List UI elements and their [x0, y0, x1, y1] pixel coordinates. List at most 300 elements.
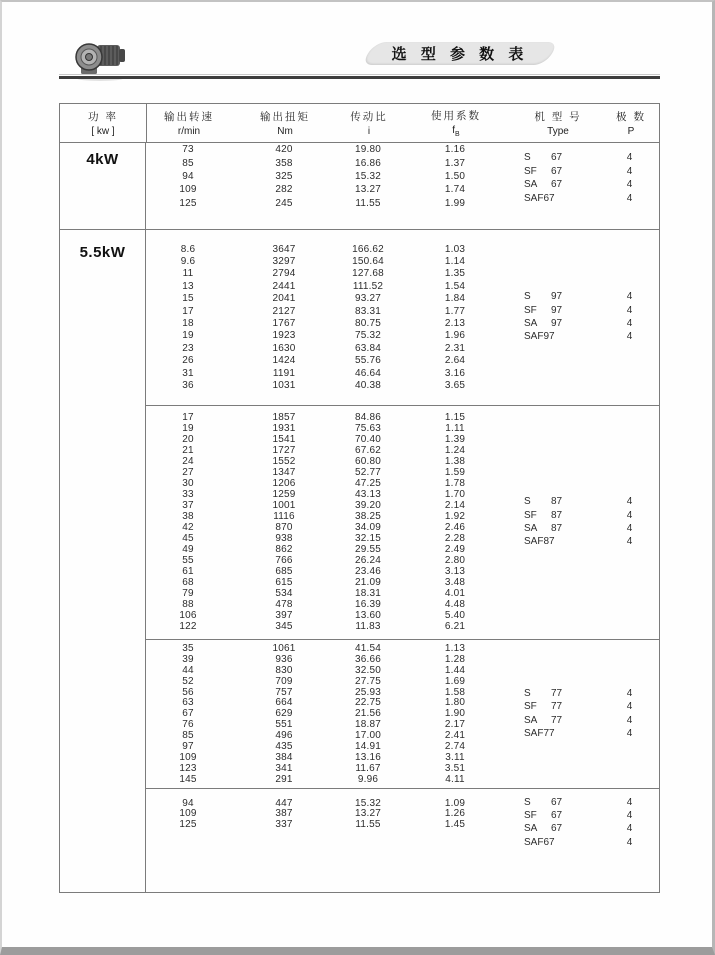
poles-list: [602, 687, 657, 741]
torque-cell: 664: [275, 697, 293, 709]
ratio-cell: 36.66: [354, 653, 382, 665]
header-divider: [59, 76, 660, 79]
type-designation: [524, 809, 562, 822]
type-prefix: SAF87: [524, 536, 555, 548]
table-row: [146, 268, 659, 280]
speed-cell: 15: [182, 293, 194, 305]
factor-cell: 2.74: [444, 740, 466, 752]
table-row: [146, 741, 659, 752]
poles-list: [602, 290, 657, 344]
torque-cell: 1191: [272, 367, 296, 379]
ratio-cell: 14.91: [354, 740, 382, 752]
speed-cell: 31: [182, 367, 194, 379]
table-row: [146, 143, 659, 156]
ratio-cell: 52.77: [354, 467, 382, 479]
type-size: 67: [551, 179, 563, 191]
type-size: 77: [551, 701, 563, 713]
speed-cell: 49: [182, 544, 194, 556]
speed-cell: 33: [182, 489, 194, 501]
poles-value: 4: [626, 179, 633, 191]
type-prefix: SAF67: [524, 192, 555, 204]
type-prefix: SAF67: [524, 836, 555, 848]
type-list: [524, 687, 562, 741]
header-column: [603, 104, 659, 142]
type-designation: [524, 304, 562, 317]
torque-cell: 245: [275, 197, 293, 209]
poles-list: [602, 796, 657, 850]
torque-cell: 478: [275, 599, 293, 611]
torque-cell: 358: [275, 157, 293, 169]
ratio-cell: 13.27: [354, 808, 382, 820]
table-row: [146, 317, 659, 329]
type-designation: [524, 836, 562, 849]
poles-value: 4: [626, 509, 633, 521]
type-list: [524, 152, 562, 206]
table-row: [146, 255, 659, 267]
ratio-cell: 55.76: [354, 355, 382, 367]
header-column-title: 输出转速: [164, 111, 214, 123]
speed-cell: 11: [182, 268, 194, 280]
speed-cell: 52: [182, 675, 194, 687]
ratio-cell: 26.24: [354, 555, 382, 567]
table-row: [146, 774, 659, 785]
speed-cell: 109: [179, 808, 197, 820]
header-data-columns: [147, 104, 659, 142]
torque-cell: 629: [275, 708, 293, 720]
table-row: [146, 676, 659, 687]
ratio-cell: 11.55: [355, 197, 381, 209]
factor-cell: 3.51: [444, 762, 466, 774]
ratio-cell: 11.67: [355, 762, 381, 774]
torque-cell: 397: [275, 610, 293, 622]
poles-value: 4: [626, 687, 633, 699]
ratio-cell: 39.20: [354, 500, 382, 512]
header-power-title: 功 率: [88, 111, 118, 123]
ratio-cell: 13.60: [354, 610, 382, 622]
type-list: [524, 495, 562, 549]
table-row: [146, 305, 659, 317]
table-row: [146, 665, 659, 676]
ratio-cell: 150.64: [352, 255, 384, 267]
torque-cell: 2441: [272, 280, 296, 292]
factor-cell: 1.92: [444, 511, 466, 523]
speed-cell: 125: [179, 818, 197, 830]
torque-cell: 2041: [272, 293, 296, 305]
table-row: [146, 478, 659, 489]
poles-value: 4: [626, 152, 633, 164]
factor-cell: 1.69: [444, 675, 466, 687]
type-size: 67: [551, 809, 563, 821]
poles-value: 4: [626, 304, 633, 316]
factor-cell: 1.96: [444, 330, 466, 342]
table-row: [146, 292, 659, 304]
header-column-title: 使用系数: [431, 110, 481, 122]
factor-cell: 1.26: [444, 808, 466, 820]
type-prefix: SAF97: [524, 331, 555, 343]
table-row: [146, 687, 659, 698]
factor-cell: 2.64: [444, 355, 466, 367]
ratio-cell: 47.25: [354, 478, 382, 490]
ratio-cell: 29.55: [354, 544, 382, 556]
table-row: [146, 798, 659, 809]
type-size: 77: [551, 714, 563, 726]
torque-cell: 1001: [272, 500, 296, 512]
ratio-cell: 32.15: [354, 533, 382, 545]
factor-cell: 2.14: [444, 500, 466, 512]
torque-cell: 2127: [272, 305, 296, 317]
type-prefix: SF: [524, 809, 537, 821]
speed-cell: 67: [182, 708, 194, 720]
table-row: [146, 610, 659, 621]
selection-parameter-table: [59, 103, 660, 893]
factor-cell: 4.11: [445, 773, 465, 785]
table-row: [146, 183, 659, 196]
ratio-cell: 83.31: [354, 305, 382, 317]
torque-cell: 534: [275, 588, 293, 600]
table-row: [146, 467, 659, 478]
table-header-row: [60, 104, 659, 143]
table-row: [146, 621, 659, 632]
torque-cell: 337: [275, 818, 293, 830]
speed-cell: 76: [182, 719, 194, 731]
table-row: [146, 819, 659, 830]
table-row: [146, 643, 659, 654]
speed-cell: 106: [179, 610, 197, 622]
ratio-cell: 11.83: [355, 621, 381, 633]
torque-cell: 1061: [272, 642, 296, 654]
type-designation: [524, 714, 562, 727]
speed-cell: 17: [182, 305, 194, 317]
ratio-cell: 93.27: [354, 293, 382, 305]
type-size: 67: [551, 796, 563, 808]
ratio-cell: 40.38: [354, 379, 382, 391]
ratio-cell: 15.32: [354, 797, 382, 809]
ratio-cell: 127.68: [352, 268, 384, 280]
torque-cell: 1347: [272, 467, 296, 479]
factor-cell: 1.78: [444, 478, 466, 490]
ratio-cell: 16.39: [354, 599, 382, 611]
speed-cell: 79: [182, 588, 194, 600]
type-prefix: S: [524, 796, 531, 808]
type-size: 67: [551, 823, 563, 835]
torque-cell: 282: [275, 184, 293, 196]
speed-cell: 19: [182, 423, 194, 435]
type-list: [524, 290, 562, 344]
torque-cell: 496: [275, 730, 293, 742]
poles-value: 4: [626, 318, 633, 330]
type-prefix: SA: [524, 523, 538, 535]
factor-cell: 1.44: [444, 664, 466, 676]
page-title: 选 型 参 数 表: [391, 46, 529, 63]
table-row: [146, 808, 659, 819]
table-row: [146, 367, 659, 379]
poles-value: 4: [626, 331, 633, 343]
torque-cell: 1931: [272, 423, 296, 435]
table-row: [146, 423, 659, 434]
poles-value: 4: [626, 823, 633, 835]
ratio-cell: 60.80: [354, 456, 382, 468]
type-size: 87: [551, 509, 563, 521]
ratio-cell: 111.52: [352, 280, 384, 292]
factor-cell: 1.39: [444, 434, 466, 446]
table-row: [146, 719, 659, 730]
factor-cell: 1.16: [444, 144, 466, 156]
header-column-title: 机 型 号: [534, 111, 582, 123]
power-section: [60, 143, 659, 230]
torque-cell: 862: [275, 544, 293, 556]
speed-cell: 123: [179, 762, 197, 774]
type-designation: [524, 822, 562, 835]
factor-cell: 1.03: [444, 243, 466, 255]
type-size: 87: [551, 523, 563, 535]
speed-cell: 37: [182, 500, 194, 512]
torque-cell: 420: [275, 144, 293, 156]
ratio-cell: 38.25: [354, 511, 382, 523]
ratio-cell: 34.09: [354, 522, 382, 534]
table-row: [146, 511, 659, 522]
type-size: 67: [551, 152, 563, 164]
speed-cell: 39: [182, 653, 194, 665]
type-prefix: SF: [524, 304, 537, 316]
speed-cell: 109: [179, 751, 197, 763]
ratio-cell: 80.75: [354, 317, 382, 329]
ratio-cell: 17.00: [354, 730, 382, 742]
ratio-cell: 32.50: [354, 664, 382, 676]
speed-cell: 24: [182, 456, 194, 468]
speed-cell: 94: [182, 170, 194, 182]
ratio-cell: 21.56: [354, 708, 382, 720]
type-designation: [524, 509, 562, 522]
speed-cell: 94: [182, 797, 194, 809]
factor-cell: 2.31: [444, 342, 466, 354]
table-row: [146, 156, 659, 169]
factor-cell: 1.35: [444, 268, 466, 280]
ratio-cell: 16.86: [354, 157, 382, 169]
type-size: 97: [551, 304, 563, 316]
ratio-cell: 18.87: [354, 719, 382, 731]
speed-cell: 23: [182, 342, 194, 354]
factor-cell: 2.49: [444, 544, 466, 556]
data-blocks: [146, 143, 659, 229]
ratio-cell: 67.62: [354, 445, 382, 457]
torque-cell: 1857: [272, 412, 296, 424]
factor-cell: 1.59: [444, 467, 466, 479]
table-row: [146, 489, 659, 500]
factor-cell: 3.13: [444, 566, 466, 578]
poles-value: 4: [626, 728, 633, 740]
table-row: [146, 555, 659, 566]
type-prefix: SF: [524, 166, 537, 178]
torque-cell: 1552: [272, 456, 296, 468]
table-row: [146, 456, 659, 467]
ratio-cell: 25.93: [354, 686, 382, 698]
table-row: [146, 599, 659, 610]
torque-cell: 387: [275, 808, 293, 820]
torque-cell: 1031: [272, 379, 296, 391]
factor-cell: 1.90: [444, 708, 466, 720]
header-column-unit: r/min: [177, 126, 201, 137]
type-designation: [524, 495, 562, 508]
table-row: [146, 280, 659, 292]
ratio-cell: 70.40: [354, 434, 382, 446]
torque-cell: 3297: [272, 255, 296, 267]
ratio-cell: 75.32: [354, 330, 382, 342]
table-row: [146, 577, 659, 588]
speed-cell: 36: [182, 379, 194, 391]
torque-cell: 447: [275, 797, 293, 809]
speed-cell: 97: [182, 740, 194, 752]
type-size: 97: [551, 291, 563, 303]
torque-cell: 435: [275, 740, 293, 752]
factor-cell: 1.74: [444, 184, 466, 196]
factor-cell: 2.41: [444, 730, 466, 742]
type-designation: [524, 331, 562, 344]
torque-cell: 766: [275, 555, 293, 567]
table-row: [146, 342, 659, 354]
table-row: [146, 730, 659, 741]
ratio-cell: 22.75: [354, 697, 382, 709]
table-row: [146, 243, 659, 255]
ratio-cell: 46.64: [354, 367, 382, 379]
factor-cell: 1.28: [444, 653, 466, 665]
table-row: [146, 588, 659, 599]
power-label: 5.5kW: [60, 230, 146, 892]
ratio-cell: 13.27: [354, 184, 382, 196]
header-power-unit: [ kw ]: [91, 126, 115, 137]
type-designation: [524, 536, 562, 549]
speed-cell: 122: [179, 621, 197, 633]
type-prefix: S: [524, 152, 531, 164]
torque-cell: 551: [275, 719, 293, 731]
factor-cell: 1.38: [444, 456, 466, 468]
factor-cell: 1.84: [444, 293, 466, 305]
table-row: [146, 354, 659, 366]
factor-cell: 6.21: [444, 621, 466, 633]
factor-cell: 1.13: [444, 642, 466, 654]
type-prefix: S: [524, 496, 531, 508]
torque-cell: 1424: [272, 355, 296, 367]
poles-value: 4: [626, 714, 633, 726]
power-section: [60, 230, 659, 892]
speed-cell: 38: [182, 511, 194, 523]
table-row: [146, 533, 659, 544]
factor-cell: 1.54: [444, 280, 466, 292]
speed-cell: 85: [182, 730, 194, 742]
ratio-cell: 63.84: [354, 342, 382, 354]
speed-cell: 63: [182, 697, 194, 709]
header-column-title: 极 数: [616, 111, 646, 123]
type-prefix: SF: [524, 509, 537, 521]
speed-cell: 18: [182, 317, 194, 329]
table-row: [146, 330, 659, 342]
header-column-title: 输出扭矩: [260, 111, 310, 123]
torque-cell: 1116: [273, 511, 295, 523]
speed-cell: 17: [182, 412, 194, 424]
header-column-unit: i: [367, 126, 371, 137]
ratio-cell: 21.09: [354, 577, 382, 589]
power-label: 4kW: [60, 143, 146, 229]
poles-value: 4: [626, 496, 633, 508]
speed-cell: 19: [182, 330, 194, 342]
type-designation: [524, 290, 562, 303]
ratio-cell: 15.32: [354, 170, 382, 182]
torque-cell: 325: [275, 170, 293, 182]
factor-cell: 1.58: [444, 686, 466, 698]
type-designation: [524, 152, 562, 165]
torque-cell: 936: [275, 653, 293, 665]
factor-cell: 3.11: [445, 751, 465, 763]
header-divider-highlight: [59, 74, 660, 75]
data-block: [146, 143, 659, 214]
torque-cell: 1727: [272, 445, 296, 457]
type-size: 67: [551, 166, 563, 178]
factor-cell: 1.15: [444, 412, 466, 424]
ratio-cell: 84.86: [354, 412, 382, 424]
type-size: 77: [551, 687, 563, 699]
ratio-cell: 13.16: [354, 751, 382, 763]
type-designation: [524, 165, 562, 178]
factor-cell: 2.13: [444, 317, 466, 329]
header-column: [147, 104, 231, 142]
speed-cell: 145: [179, 773, 197, 785]
torque-cell: 830: [275, 664, 293, 676]
table-row: [146, 379, 659, 391]
type-designation: [524, 727, 562, 740]
table-row: [146, 566, 659, 577]
type-prefix: SA: [524, 318, 538, 330]
speed-cell: 42: [182, 522, 194, 534]
torque-cell: 345: [275, 621, 293, 633]
speed-cell: 73: [182, 144, 194, 156]
speed-cell: 88: [182, 599, 194, 611]
data-block: [146, 230, 659, 405]
torque-cell: 1630: [272, 342, 296, 354]
factor-cell: 1.14: [444, 255, 466, 267]
data-block: [146, 788, 659, 893]
header-column-unit: Type: [547, 126, 569, 137]
speed-cell: 20: [182, 434, 194, 446]
factor-cell: 3.48: [444, 577, 466, 589]
factor-cell: 4.01: [444, 588, 466, 600]
ratio-cell: 9.96: [357, 773, 379, 785]
speed-cell: 13: [182, 280, 194, 292]
factor-cell: 1.45: [444, 818, 466, 830]
type-designation: [524, 796, 562, 809]
header-column-unit: P: [627, 126, 635, 137]
table-row: [146, 708, 659, 719]
type-prefix: SA: [524, 823, 538, 835]
table-row: [146, 434, 659, 445]
factor-cell: 1.77: [444, 305, 466, 317]
header-column: [339, 104, 399, 142]
torque-cell: 938: [275, 533, 293, 545]
torque-cell: 615: [275, 577, 293, 589]
speed-cell: 21: [182, 445, 194, 457]
speed-cell: 55: [182, 555, 194, 567]
speed-cell: 35: [182, 642, 194, 654]
type-designation: [524, 192, 562, 205]
torque-cell: 1206: [272, 478, 296, 490]
header-column: [231, 104, 339, 142]
factor-cell: 4.48: [444, 599, 466, 611]
table-row: [146, 654, 659, 665]
header-power-column: [60, 104, 147, 142]
header-column-title: 传动比: [350, 111, 388, 123]
ratio-cell: 23.46: [354, 566, 382, 578]
type-designation: [524, 687, 562, 700]
table-row: [146, 752, 659, 763]
poles-value: 4: [626, 166, 633, 178]
